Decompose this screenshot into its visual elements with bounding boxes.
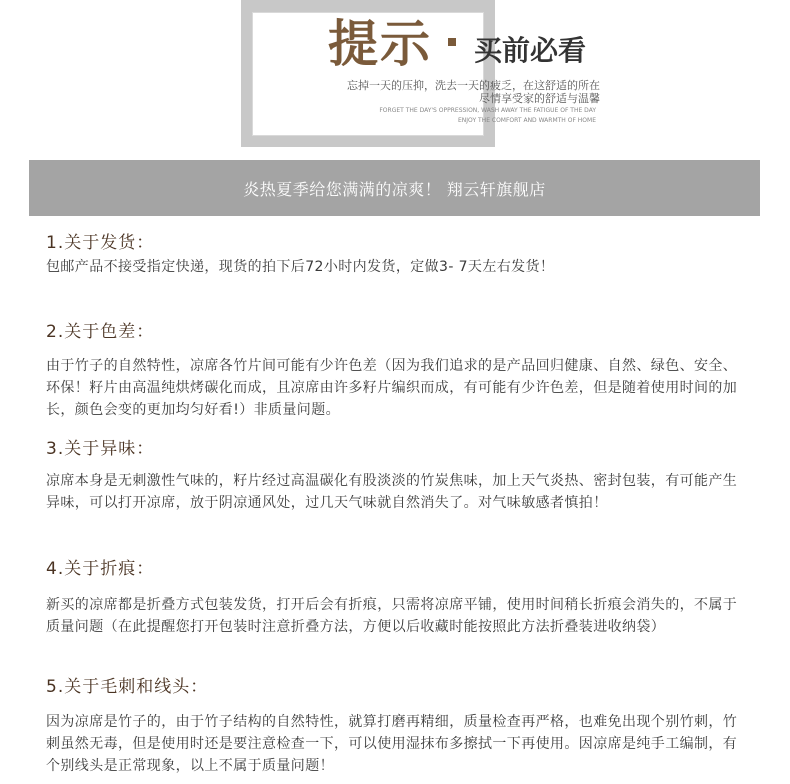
header-zh-line-1: 忘掉一天的压抑，洗去一天的疲乏，在这舒适的所在 bbox=[347, 79, 600, 92]
header-en-line-1: FORGET THE DAY'S OPPRESSION, WASH AWAY THE FATIGUE OF THE DAY bbox=[379, 107, 596, 114]
header-title-sub: 买前必看 bbox=[474, 34, 587, 67]
section-body-crease: 新买的凉席都是折叠方式包装发货，打开后会有折痕，只需将凉席平铺，使用时间稍长折痕会消失的，不属于质量问题（在此提醒您打开包装时注意折叠方法，方便以后收藏时能按照此方法折叠装进收纳袋） bbox=[46, 597, 738, 635]
section-title-burrs: 5.关于毛刺和线头： bbox=[46, 677, 209, 697]
section-title-shipping: 1.关于发货： bbox=[46, 233, 155, 253]
section-body-color: 由于竹子的自然特性，凉席各竹片间可能有少许色差（因为我们追求的是产品回归健康、自然、绿色、安全、环保！籽片由高温纯烘烤碳化而成，且凉席由许多籽片编织而成，有可能有少许色差，但是随着使用时间的加长，颜色会变的更加均匀好看!）非质量问题。 bbox=[46, 358, 738, 418]
header-dot bbox=[448, 38, 456, 46]
header-en-line-2: ENJOY THE COMFORT AND WARMTH OF HOME bbox=[458, 117, 596, 124]
store-banner bbox=[29, 160, 760, 216]
header-title-main: 提示 bbox=[328, 15, 432, 73]
header-zh-line-2: 尽情享受家的舒适与温馨 bbox=[479, 92, 600, 105]
section-title-color: 2.关于色差： bbox=[46, 322, 155, 342]
section-title-odor: 3.关于异味： bbox=[46, 439, 155, 459]
section-title-crease: 4.关于折痕： bbox=[46, 559, 155, 579]
section-body-odor: 凉席本身是无刺激性气味的，籽片经过高温碳化有股淡淡的竹炭焦味，加上天气炎热、密封包装，有可能产生异味，可以打开凉席，放于阴凉通风处，过几天气味就自然消失了。对气味敏感者慎拍！ bbox=[46, 473, 738, 511]
section-body-burrs: 因为凉席是竹子的，由于竹子结构的自然特性，就算打磨再精细，质量检查再严格，也难免出现个别竹刺，竹刺虽然无毒，但是使用时还是要注意检查一下，可以使用湿抹布多擦拭一下再使用。因凉席是纯手工编制，有个别线头是正常现象，以上不属于质量问题！ bbox=[46, 714, 738, 774]
store-banner-text: 炎热夏季给您满满的凉爽！ 翔云轩旗舰店 bbox=[243, 179, 546, 199]
section-body-shipping: 包邮产品不接受指定快递，现货的拍下后72小时内发货，定做3- 7天左右发货！ bbox=[46, 259, 555, 275]
